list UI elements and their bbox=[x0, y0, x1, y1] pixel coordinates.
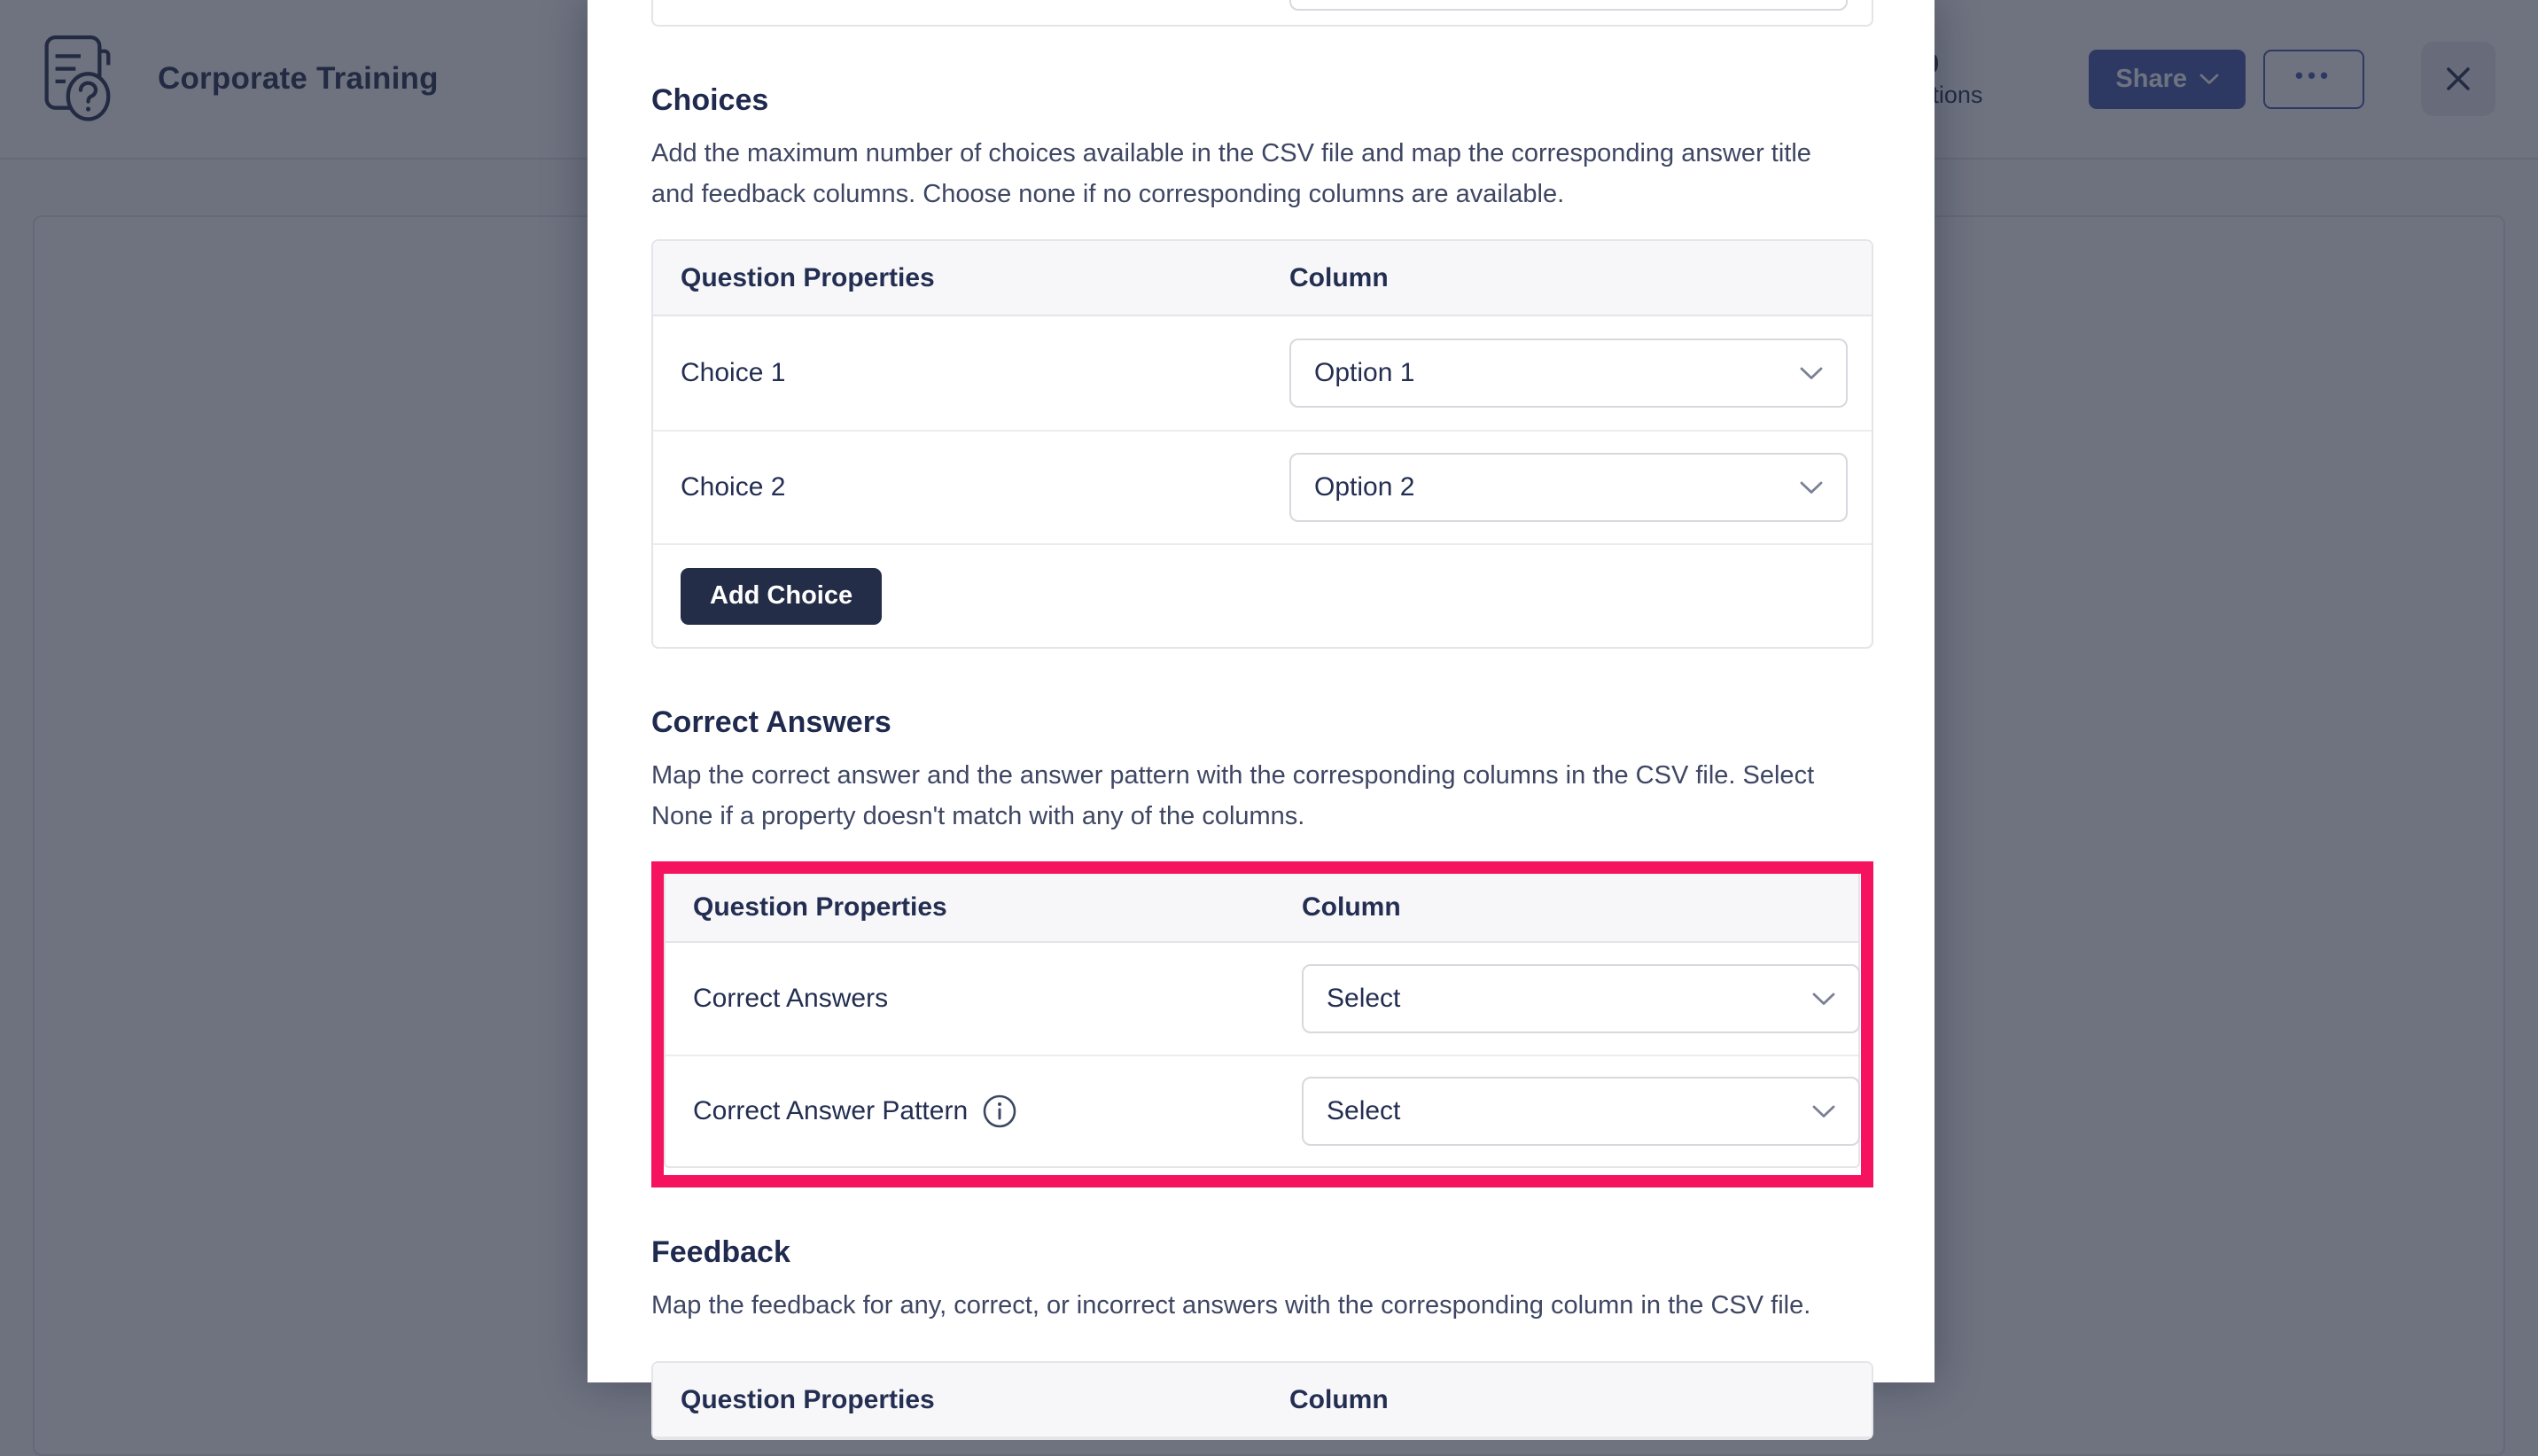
partial-select-dropdown[interactable] bbox=[1289, 0, 1848, 11]
section-title-feedback: Feedback bbox=[651, 1235, 790, 1269]
partial-table-top bbox=[651, 0, 1873, 27]
choice-1-column-select[interactable] bbox=[1289, 339, 1848, 408]
section-title-choices: Choices bbox=[651, 83, 769, 117]
section-description-choices: Add the maximum number of choices available in the CSV file and map the corresponding answer title and feedback columns. Choose none if no corresponding columns are available. bbox=[651, 139, 1811, 208]
row-label: Choice 1 bbox=[681, 358, 786, 387]
column-header-properties: Question Properties bbox=[681, 1384, 935, 1414]
chevron-down-icon bbox=[1800, 481, 1823, 494]
add-choice-button[interactable]: Add Choice bbox=[681, 568, 882, 625]
choice-2-column-select[interactable] bbox=[1289, 453, 1848, 522]
table-header-row bbox=[653, 241, 1872, 316]
choices-table bbox=[651, 239, 1873, 649]
info-icon[interactable] bbox=[982, 1094, 1017, 1129]
table-header-row bbox=[653, 1363, 1872, 1438]
section-description-correct-answers: Map the correct answer and the answer pattern with the corresponding columns in the CSV file. Select None if a property doesn't match with any of the columns. bbox=[651, 761, 1815, 830]
row-label: Correct Answers bbox=[693, 984, 889, 1013]
correct-answers-table bbox=[664, 874, 1860, 1168]
table-header-row bbox=[666, 874, 1858, 943]
column-header-column: Column bbox=[1302, 892, 1401, 922]
column-header-column: Column bbox=[1289, 262, 1389, 292]
correct-answers-column-select[interactable] bbox=[1302, 964, 1860, 1033]
correct-answer-pattern-column-select[interactable] bbox=[1302, 1077, 1860, 1146]
column-header-properties: Question Properties bbox=[693, 892, 947, 922]
column-header-properties: Question Properties bbox=[681, 262, 935, 292]
chevron-down-icon bbox=[1800, 367, 1823, 380]
select-value: Select bbox=[1327, 984, 1401, 1013]
section-description-feedback: Map the feedback for any, correct, or incorrect answers with the corresponding column in the CSV file. bbox=[651, 1291, 1811, 1320]
select-value: Option 1 bbox=[1314, 358, 1415, 387]
column-header-column: Column bbox=[1289, 1384, 1389, 1414]
highlight-ring bbox=[651, 861, 1873, 1187]
table-row-correct-answers bbox=[666, 943, 1858, 1055]
chevron-down-icon bbox=[1812, 993, 1835, 1006]
chevron-down-icon bbox=[1812, 1105, 1835, 1118]
select-value: Select bbox=[1327, 1096, 1401, 1125]
csv-mapping-modal bbox=[588, 0, 1935, 1414]
table-row-choice-1 bbox=[653, 316, 1872, 430]
row-label: Choice 2 bbox=[681, 472, 786, 502]
table-row-correct-answer-pattern bbox=[666, 1055, 1858, 1166]
table-row-choice-2 bbox=[653, 430, 1872, 543]
row-label: Correct Answer Pattern bbox=[693, 1096, 969, 1125]
table-action-row bbox=[653, 543, 1872, 647]
feedback-table bbox=[651, 1361, 1873, 1440]
select-value: Option 2 bbox=[1314, 472, 1415, 502]
section-title-correct-answers: Correct Answers bbox=[651, 705, 891, 739]
